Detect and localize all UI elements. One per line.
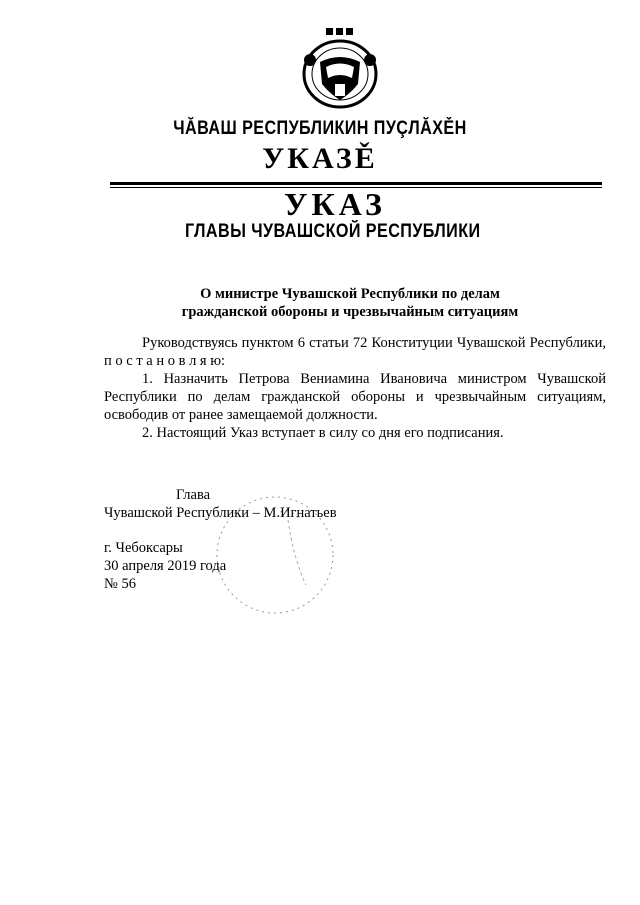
header-divider	[110, 182, 602, 185]
decree-body	[104, 334, 606, 442]
subject-line-1: О министре Чувашской Республики по делам	[200, 286, 500, 302]
signatory-title: Глава	[176, 487, 211, 503]
signature-block	[104, 486, 337, 522]
russian-decree-heading: УКАЗ	[284, 186, 386, 222]
russian-header-title: ГЛАВЫ ЧУВАШСКОЙ РЕСПУБЛИКИ	[184, 221, 481, 242]
preamble-paragraph: Руководствуясь пунктом 6 статьи 72 Конституции Чувашской Республики, п о с т а н о в л я ю:	[104, 335, 606, 369]
place-date-number	[104, 539, 226, 593]
subject-line-2: гражданской обороны и чрезвычайным ситуациям	[181, 304, 519, 320]
decree-number: № 56	[104, 576, 136, 592]
coat-of-arms-emblem	[290, 22, 390, 112]
item-1-paragraph: 1. Назначить Петрова Вениамина Ивановича министром Чувашской Республики по делам гражданской обороны и чрезвычайным ситуациям, освободив от ранее замещаемой должности.	[104, 371, 606, 423]
decree-subject	[150, 285, 550, 321]
chuvash-decree-heading: УКАЗĚ	[262, 142, 378, 175]
city: г. Чебоксары	[104, 540, 183, 556]
date: 30 апреля 2019 года	[104, 558, 227, 574]
item-2-paragraph: 2. Настоящий Указ вступает в силу со дня его подписания.	[142, 425, 504, 441]
chuvash-header-title: ЧĂВАШ РЕСПУБЛИКИН ПУÇЛĂХĚН	[173, 118, 467, 139]
signatory-name: Чувашской Республики – М.Игнатьев	[104, 505, 337, 521]
